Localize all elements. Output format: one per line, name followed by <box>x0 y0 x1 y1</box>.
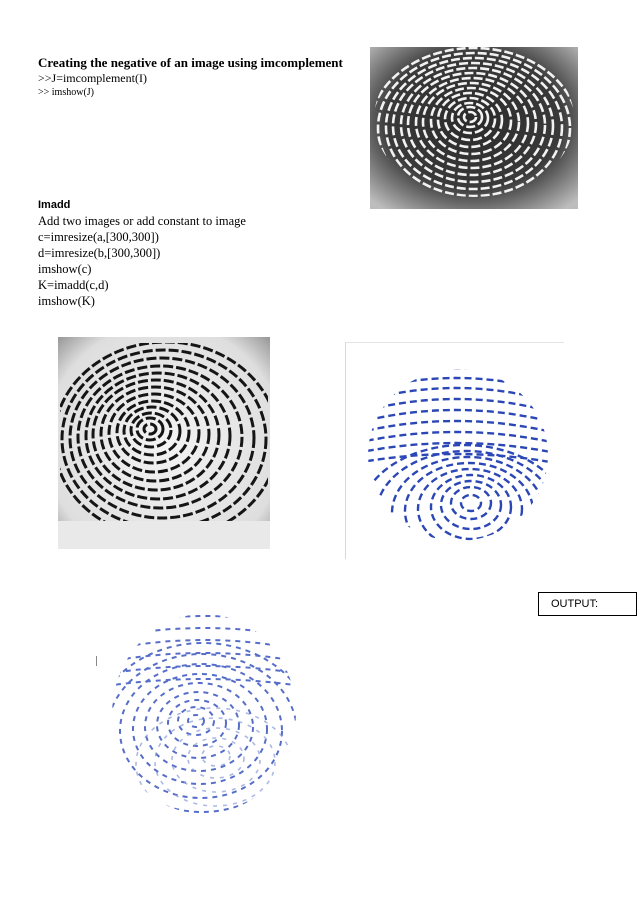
code-line-imadd: K=imadd(c,d) <box>38 278 109 292</box>
heading-imcomplement: Creating the negative of an image using imcomplement <box>38 55 343 70</box>
code-line-imresize-d: d=imresize(b,[300,300]) <box>38 246 161 260</box>
code-line-imshow-c: imshow(c) <box>38 262 92 276</box>
negative-fingerprint-image <box>370 47 578 209</box>
imadd-description: Add two images or add constant to image <box>38 214 246 228</box>
blue-fingerprint-image <box>345 342 564 559</box>
imadd-result-fingerprint-image <box>96 606 302 818</box>
output-label: OUTPUT: <box>538 592 637 616</box>
code-line-imshow-j: >> imshow(J) <box>38 87 95 98</box>
imadd-title: Imadd <box>38 199 71 211</box>
code-line-imresize-c: c=imresize(a,[300,300]) <box>38 230 159 244</box>
black-fingerprint-image <box>58 337 270 549</box>
code-line-imcomplement: >>J=imcomplement(I) <box>38 71 147 85</box>
code-line-imshow-k: imshow(K) <box>38 294 95 308</box>
